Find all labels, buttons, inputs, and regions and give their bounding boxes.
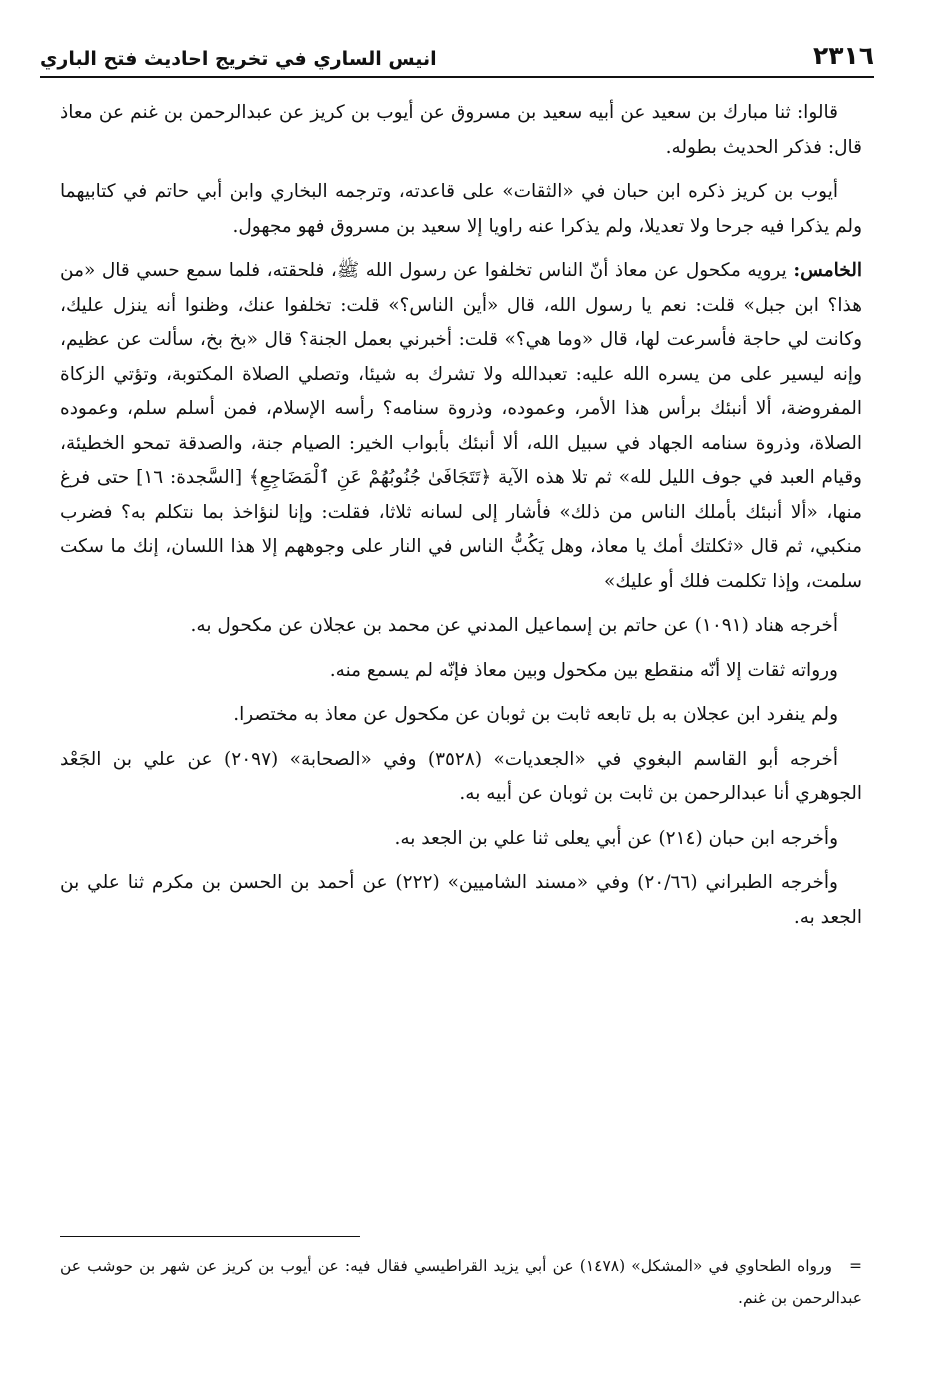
main-text [60, 96, 862, 945]
paragraph-5: ورواته ثقات إلا أنّه منقطع بين مكحول وبين معاذ فإنّه لم يسمع منه. [329, 659, 838, 681]
paragraph-8: وأخرجه ابن حبان (٢١٤) عن أبي يعلى ثنا علي بن الجعد به. [394, 827, 838, 849]
section-label: الخامس: [793, 260, 862, 281]
book-title: انيس الساري في تخريج احاديث فتح الباري [40, 48, 437, 70]
footnote-marker: = [849, 1257, 862, 1275]
paragraph-3: الخامس: يرويه مكحول عن معاذ أنّ الناس تخلفوا عن رسول الله ﷺ، فلحقته، فلما سمع حسي قال «من هذا؟ ابن جبل» قلت: نعم يا رسول الله، قال «أين الناس؟» قلت: تخلفوا عنك، وظنوا أنه ينزل عليك، وكانت لي حاجة فأسرعت لها، قال «وما هي؟» قلت: أخبرني بعمل الجنة؟ قال «بخ بخ، سألت عن عظيم، وإنه ليسير على من يسره الله عليه: تعبدالله ولا تشرك به شيئا، وتصلي الصلاة المكتوبة، وتؤتي الزكاة المفروضة، ألا أنبئك برأس هذا الأمر، وعموده، وذروة سنامه؟ رأسه الإسلام، فمن أسلم سلم، وعموده الصلاة، وذروة سنامه الجهاد في سبيل الله، ألا أنبئك بأبواب الخير: الصيام جنة، والصدقة تمحو الخطيئة، وقيام العبد في جوف الليل لله» ثم تلا هذه الآية ﴿تَتَجَافَىٰ جُنُوبُهُمْ عَنِ ٱلْمَضَاجِعِ﴾ [السَّجدة: ١٦] حتى فرغ منها، «ألا أنبئك بأملك الناس من ذلك» فأشار إلى لسانه ثلاثا، فقلت: وإنا لنؤاخذ بما نتكلم به؟ فضرب منكبي، ثم قال «ثكلتك أمك يا معاذ، وهل يَكُبُّ الناس في النار على وجوههم إلا هذا اللسان، إنك ما سكت سلمت، وإذا تكلمت فلك أو عليك» [60, 260, 862, 592]
paragraph-2: أيوب بن كريز ذكره ابن حبان في «الثقات» على قاعدته، وترجمه البخاري وابن أبي حاتم في كتابيهما ولم يذكرا فيه جرحا ولا تعديلا، ولم يذكرا عنه راويا إلا سعيد بن مسروق فهو مجهول. [60, 181, 862, 237]
footnote-text: ورواه الطحاوي في «المشكل» (١٤٧٨) عن أبي يزيد القراطيسي فقال فيه: عن أيوب بن كريز عن شهر بن حوشب عن عبدالرحمن بن غنم. [60, 1257, 862, 1307]
footnote [60, 1250, 862, 1314]
paragraph-9: وأخرجه الطبراني (٢٠/٦٦) وفي «مسند الشاميين» (٢٢٢) عن أحمد بن الحسن بن مكرم ثنا علي بن الجعد به. [60, 872, 862, 928]
page-number: ٢٣١٦ [812, 41, 874, 70]
paragraph-4: أخرجه هناد (١٠٩١) عن حاتم بن إسماعيل المدني عن محمد بن عجلان عن مكحول به. [190, 615, 838, 636]
paragraph-7: أخرجه أبو القاسم البغوي في «الجعديات» (٣٥٢٨) وفي «الصحابة» (٢٠٩٧) عن علي بن الجَعْد الجوهري أنا عبدالرحمن بن ثابت بن ثوبان عن أبيه به. [60, 748, 862, 804]
paragraph-6: ولم ينفرد ابن عجلان به بل تابعه ثابت بن ثوبان عن مكحول عن معاذ به مختصرا. [233, 704, 838, 725]
paragraph-1: قالوا: ثنا مبارك بن سعيد عن أبيه سعيد بن مسروق عن أيوب بن كريز عن عبدالرحمن بن غنم عن معاذ قال: فذكر الحديث بطوله. [60, 102, 862, 158]
page-header [40, 38, 874, 78]
footnote-separator [60, 1236, 360, 1237]
